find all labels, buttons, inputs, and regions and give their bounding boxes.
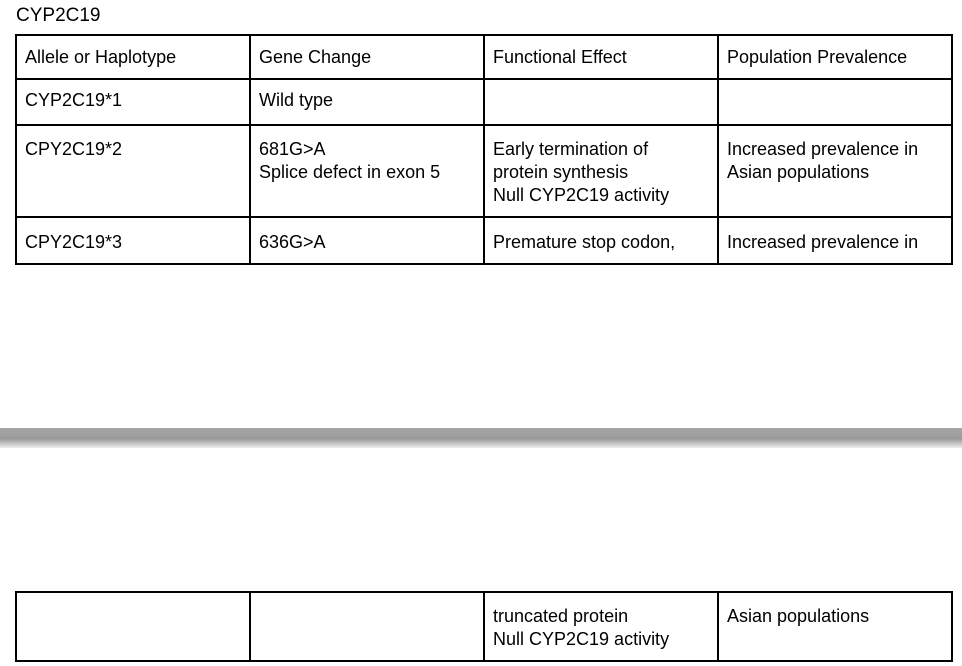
cell-line: Wild type <box>259 90 334 110</box>
cell-line: Null CYP2C19 activity <box>493 629 670 649</box>
cell-allele <box>16 125 250 217</box>
cell-allele <box>16 217 250 264</box>
cell-line: Asian populations <box>727 162 870 182</box>
header-gene-change: Gene Change <box>250 35 484 79</box>
header-functional-effect: Functional Effect <box>484 35 718 79</box>
cell-line: Early termination of <box>493 139 649 159</box>
cell-prevalence <box>718 217 952 264</box>
cell-prevalence <box>718 592 952 661</box>
cell-gene-change <box>250 125 484 217</box>
cell-line: Increased prevalence in <box>727 139 919 159</box>
cell-line: 636G>A <box>259 232 326 252</box>
cell-gene-change <box>250 592 484 661</box>
header-population-prevalence: Population Prevalence <box>718 35 952 79</box>
cell-functional-effect <box>484 592 718 661</box>
cell-line: Null CYP2C19 activity <box>493 185 670 205</box>
table-row <box>16 217 952 264</box>
cell-prevalence <box>718 125 952 217</box>
table-row <box>16 592 952 661</box>
cell-prevalence <box>718 79 952 125</box>
page-title: CYP2C19 <box>16 5 101 26</box>
allele-table <box>15 34 953 265</box>
cell-line: truncated protein <box>493 606 629 626</box>
cell-line: CYP2C19*1 <box>25 90 123 110</box>
cell-gene-change <box>250 217 484 264</box>
cell-line: 681G>A <box>259 139 326 159</box>
cell-line: Increased prevalence in <box>727 232 919 252</box>
cell-line: Asian populations <box>727 606 870 626</box>
cell-line: CPY2C19*3 <box>25 232 123 252</box>
table-row <box>16 79 952 125</box>
cell-functional-effect <box>484 79 718 125</box>
table-row <box>16 125 952 217</box>
cell-allele <box>16 592 250 661</box>
cell-line: CPY2C19*2 <box>25 139 123 159</box>
allele-table-continued <box>15 591 953 662</box>
cell-line: Premature stop codon, <box>493 232 676 252</box>
table-header-row <box>16 35 952 79</box>
cell-functional-effect <box>484 217 718 264</box>
cell-functional-effect <box>484 125 718 217</box>
cell-line: protein synthesis <box>493 162 629 182</box>
header-allele: Allele or Haplotype <box>16 35 250 79</box>
cell-gene-change <box>250 79 484 125</box>
cell-line: Splice defect in exon 5 <box>259 162 441 182</box>
cell-allele <box>16 79 250 125</box>
page-break-divider <box>0 428 962 448</box>
